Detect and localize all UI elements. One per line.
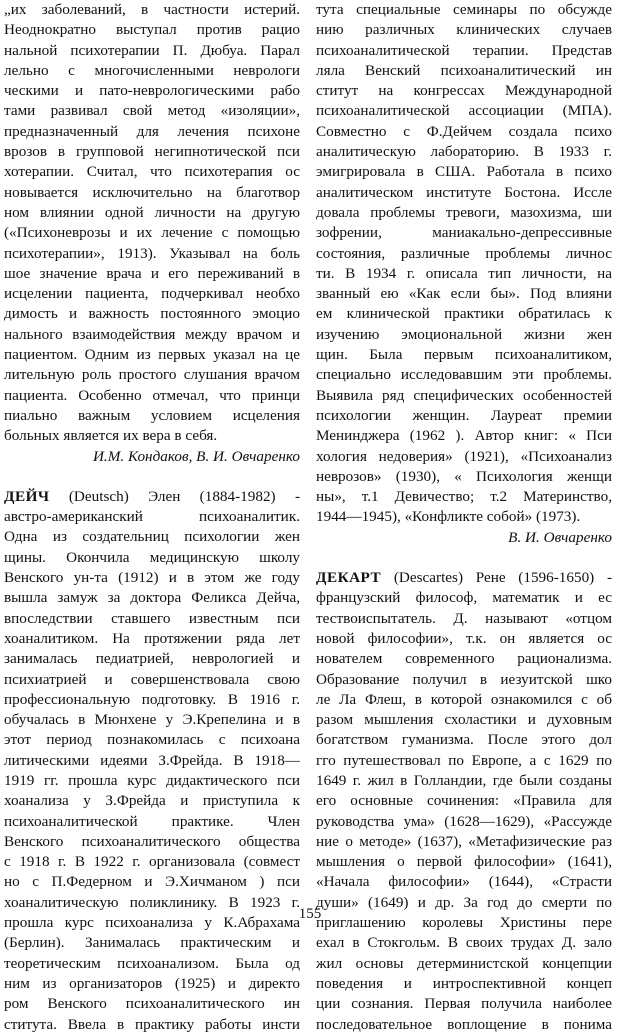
- text-line: „их заболеваний, в частности истерий.: [4, 1, 300, 18]
- text-line: тами развивал свой метод «изоляции»,: [4, 102, 300, 120]
- text-line: новывается исключительно на благотвор: [4, 183, 300, 201]
- text-line: щин. Была первым психоаналитиком,: [316, 346, 612, 364]
- text-line: ле Ла Флеш, в которой ознакомился с об: [316, 690, 612, 708]
- headword-deutsch: ДЕЙЧ: [4, 487, 50, 505]
- text-line: ном влиянии одной личности на другую: [4, 203, 300, 221]
- text-line: с 1918 г. В 1922 г. организовала (совмест: [4, 853, 300, 871]
- text-line: души» (1649) и др. За год до смерти по: [316, 893, 612, 911]
- text-line: 1649 г. жил в Голландии, где были созданы: [316, 771, 612, 789]
- text-line: ческими и пато-неврологическими рабо: [4, 82, 300, 100]
- text-line: ние о методе» (1637), «Метафизические раз: [316, 832, 612, 850]
- text-line: ним из организаторов (1925) и директо: [4, 974, 300, 992]
- text-line: ти. В 1934 г. описала тип личности, на: [316, 264, 612, 282]
- entry-descartes-first-line: [316, 568, 612, 588]
- text-line: (Берлин). Занималась практическим и: [4, 934, 300, 952]
- text-line: теоретическим психоанализом. Была од: [4, 954, 300, 972]
- text-line: богатством гуманизма. После этого дол: [316, 731, 612, 749]
- text-line: 1919 гг. прошла курс дидактического пси: [4, 771, 300, 789]
- text-line: его основные сочинения: «Правила для: [316, 792, 612, 810]
- left-continuation-text: [4, 0, 300, 447]
- text-line: поведения и интроспективной концеп: [316, 974, 612, 992]
- text-line: Венского ун-та (1912) и в этом же году: [4, 569, 300, 587]
- text-line: психоаналитической практике. Член: [4, 812, 300, 830]
- right-continuation-signature: В. И. Овчаренко: [508, 528, 612, 546]
- text-line: Одна из создательниц психологии жен: [4, 528, 300, 546]
- text-line: этот период познакомилась с психоана: [4, 731, 300, 749]
- text-line: состояния, различные проблемы личнос: [316, 244, 612, 262]
- text-line: пациентом. Одним из первых указал на це: [4, 346, 300, 364]
- text-line: лительную роль простого слушания врачом: [4, 366, 300, 384]
- text-line: специально исследовавшим эти проблемы.: [316, 366, 612, 384]
- text-line: психотерапии», 1913). Указывал на боль: [4, 244, 300, 262]
- right-continuation-text: [316, 0, 612, 528]
- text-line: званный ею «Как если бы». Под влияни: [316, 285, 612, 303]
- text-line: хотерапии. Считал, что психотерапия ос: [4, 163, 300, 181]
- entry-separator: [4, 467, 300, 487]
- text-line: («Психоневрозы и их лечение с помощью: [4, 224, 300, 242]
- text-line: тута специальные семинары по обсужде: [316, 1, 612, 18]
- text-line: Венского психоаналитического общества: [4, 832, 300, 850]
- text-line: Совместно с Ф.Дейчем создала психо: [316, 122, 612, 140]
- text-line: гго путешествовал по Европе, а с 1629 по: [316, 751, 612, 769]
- text-line: Выявила ряд специфических особенностей: [316, 386, 612, 404]
- left-continuation-signature: И.М. Кондаков, В. И. Овчаренко: [92, 447, 300, 465]
- text-line: пиально важным условием исцеления: [4, 406, 300, 424]
- entry-deutsch-first-line: [4, 487, 300, 507]
- text-line: психоаналитической терапии. Представ: [316, 41, 612, 59]
- entry-descartes-first-line-rest: (Descartes) Рене (1596-1650) -: [381, 569, 612, 587]
- text-line: нию различных клинических случаев: [316, 21, 612, 39]
- text-line: австро-американский психоаналитик.: [4, 508, 300, 526]
- text-line: последовательное воплощение в понима: [316, 1015, 612, 1033]
- text-line: «Начала философии» (1644), «Страсти: [316, 873, 612, 891]
- text-line: димость и важность постоянного эмоцио: [4, 305, 300, 323]
- text-line: но с П.Федерном и Э.Хичманом ) пси: [4, 873, 300, 891]
- headword-descartes: ДЕКАРТ: [316, 569, 382, 587]
- text-line: врозов в групповой негипнотической пси: [4, 143, 300, 161]
- text-line: неврозов» (1930), « Психология женщи: [316, 467, 612, 485]
- text-line: пациента. Особенно отмечал, что принци: [4, 386, 300, 404]
- text-line: шое значение врача и его переживаний в: [4, 264, 300, 282]
- text-line: разом мышления схоластики и духовным: [316, 711, 612, 729]
- left-column: [4, 0, 300, 1035]
- page-number: 155: [298, 906, 322, 922]
- text-line: новой философии», т.к. он является ос: [316, 629, 612, 647]
- text-line: аналитическом институте Бостона. Иссле: [316, 183, 612, 201]
- text-line: ехал в Стокгольм. В своих трудах Д. зало: [316, 934, 612, 952]
- text-line: зофрении, маниакально-депрессивные: [316, 224, 612, 242]
- entry-deutsch-body: [4, 507, 300, 1035]
- text-line: профессиональную подготовку. В 1916 г.: [4, 690, 300, 708]
- text-line: прошла курс психоанализа у К.Абрахама: [4, 914, 300, 932]
- text-line: довала проблемы тревоги, мазохизма, ши: [316, 203, 612, 221]
- right-column: [316, 0, 612, 1035]
- text-line: больных является их вера в себя.: [4, 427, 218, 445]
- text-line: психологии женщин. Лауреат премии: [316, 406, 612, 424]
- text-line: обучалась в Мюнхене у Э.Крепелина и в: [4, 711, 300, 729]
- text-line: исцелении пациента, подчеркивал необхо: [4, 285, 300, 303]
- entry-descartes: [316, 568, 612, 1035]
- text-line: Неоднократно выступал против рацио: [4, 21, 300, 39]
- text-line: литическими идеями З.Фрейда. В 1918—: [4, 751, 300, 769]
- text-line: хоаналитическую поликлинику. В 1923 г.: [4, 893, 300, 911]
- text-line: ститут на конгрессах Международной: [316, 82, 612, 100]
- text-line: 1944—1945), «Конфликте собой» (1973).: [316, 508, 581, 526]
- text-line: тествоиспытатель. Д. называют «отцом: [316, 609, 612, 627]
- text-line: ции сознания. Первая получила наиболее: [316, 995, 612, 1013]
- text-line: занималась педиатрией, неврологией и: [4, 650, 300, 668]
- text-line: руководства ума» (1628—1629), «Рассужде: [316, 812, 612, 830]
- text-line: аналитическую лабораторию. В 1933 г.: [316, 143, 612, 161]
- text-line: хоанализа у З.Фрейда и приступила к: [4, 792, 300, 810]
- text-line: ляла Венский психоаналитический ин: [316, 61, 612, 79]
- entry-separator: [316, 548, 612, 568]
- text-line: вышла замуж за доктора Феликса Дейча,: [4, 589, 300, 607]
- text-line: жил основы детерминистской концепции: [316, 954, 612, 972]
- text-line: приглашению королевы Христины пере: [316, 914, 612, 932]
- text-line: хология недоверия» (1921), «Психоанализ: [316, 447, 612, 465]
- text-line: французский философ, математик и ес: [316, 589, 612, 607]
- text-line: ем клинической практики обратилась к: [316, 305, 612, 323]
- text-line: хоаналитиком. На протяжении ряда лет: [4, 629, 300, 647]
- text-line: Менинджера (1962 ). Автор книг: « Пси: [316, 427, 612, 445]
- text-line: нальной психотерапии П. Дюбуа. Парал: [4, 41, 300, 59]
- text-line: Образование получил в иезуитской шко: [316, 670, 612, 688]
- text-line: ститута. Ввела в практику работы инсти: [4, 1015, 300, 1033]
- text-line: изучению эмоциональной жизни жен: [316, 325, 612, 343]
- text-line: предназначенный для лечения психоне: [4, 122, 300, 140]
- text-line: эмигрировала в США. Работала в психо: [316, 163, 612, 181]
- text-line: нователем современного рационализма.: [316, 650, 612, 668]
- text-line: ны», т.1 Девичество; т.2 Материнство,: [316, 488, 612, 506]
- entry-deutsch-first-line-rest: (Deutsch) Элен (1884-1982) -: [49, 487, 300, 505]
- text-line: щины. Окончила медицинскую школу: [4, 548, 300, 566]
- text-line: впоследствии ставшего известным пси: [4, 609, 300, 627]
- text-line: мышления о первой философии» (1641),: [316, 853, 612, 871]
- text-line: психиатрией и совершенствовала свою: [4, 670, 300, 688]
- entry-deutsch: [4, 487, 300, 1035]
- text-line: нального взаимодействия между врачом и: [4, 325, 300, 343]
- text-line: лельно с многочисленными неврологи: [4, 61, 300, 79]
- text-line: ром Венского психоаналитического ин: [4, 995, 300, 1013]
- text-line: психоаналитической ассоциации (МПА).: [316, 102, 612, 120]
- entry-descartes-body: [316, 588, 612, 1035]
